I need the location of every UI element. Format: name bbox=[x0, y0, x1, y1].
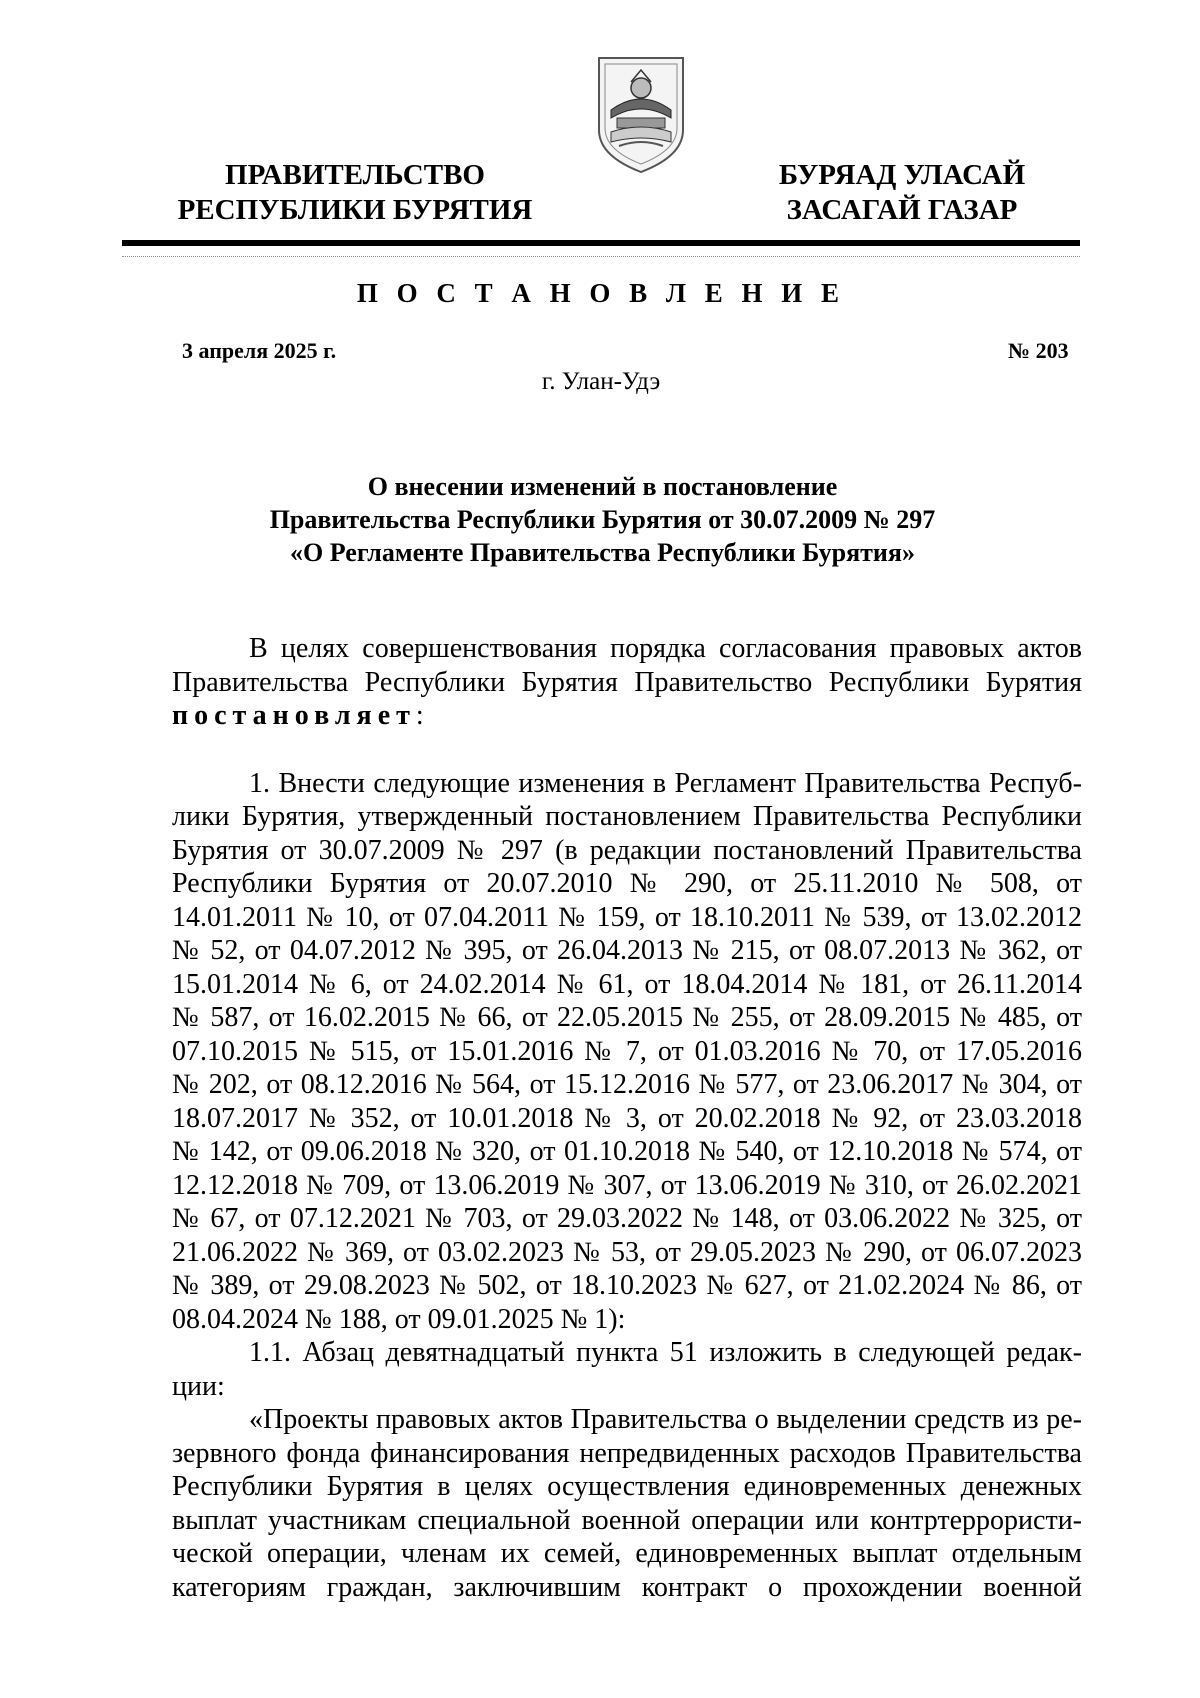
document-body bbox=[172, 632, 1082, 1604]
quote-line: ческой операции, членам их семей, единовременных выплат отдельным bbox=[172, 1538, 1082, 1569]
item1-line: № 52, от 04.07.2012 № 395, от 26.04.2013 № 215, от 08.07.2013 № 362, от bbox=[172, 935, 1082, 966]
quote-line: выплат участникам специальной военной операции или контртеррористи- bbox=[172, 1504, 1082, 1536]
government-name-russian bbox=[170, 158, 540, 228]
document-city: г. Улан-Удэ bbox=[541, 368, 661, 395]
quote-line: «Проекты правовых актов Правительства о выделении средств из ре- bbox=[249, 1404, 1082, 1435]
item1-line: 14.01.2011 № 10, от 07.04.2011 № 159, от 18.10.2011 № 539, от 13.02.2012 bbox=[172, 901, 1082, 933]
org-right-line-1: БУРЯАД УЛАСАЙ bbox=[778, 159, 1026, 191]
header-rule-thick bbox=[122, 240, 1080, 246]
quote-line: категориям граждан, заключившим контракт о прохождении военной bbox=[172, 1571, 1082, 1603]
org-left-line-2: РЕСПУБЛИКИ БУРЯТИЯ bbox=[177, 194, 533, 226]
title-line-1: О внесении изменений в постановление bbox=[367, 472, 838, 501]
item1-line: Республики Бурятия от 20.07.2010 № 290, от 25.11.2010 № 508, от bbox=[172, 868, 1082, 899]
item1-line: № 202, от 08.12.2016 № 564, от 15.12.2016 № 577, от 23.06.2017 № 304, от bbox=[172, 1069, 1082, 1100]
preamble-line: В целях совершенствования порядка согласования правовых актов bbox=[249, 633, 1082, 664]
item1-line: 21.06.2022 № 369, от 03.02.2023 № 53, от 29.05.2023 № 290, от 06.07.2023 bbox=[172, 1236, 1082, 1268]
item1-line: № 389, от 29.08.2023 № 502, от 18.10.2023 № 627, от 21.02.2024 № 86, от bbox=[172, 1270, 1082, 1301]
quote-line: зервного фонда финансирования непредвиденных расходов Правительства bbox=[172, 1437, 1082, 1469]
item1-line: 15.01.2014 № 6, от 24.02.2014 № 61, от 18.04.2014 № 181, от 26.11.2014 bbox=[172, 968, 1082, 1000]
title-line-3: «О Регламенте Правительства Республики Бурятия» bbox=[290, 538, 915, 567]
coat-of-arms-icon bbox=[593, 52, 689, 176]
quote-line: Республики Бурятия в целях осуществления единовременных денежных bbox=[172, 1471, 1082, 1502]
item1-line: 1. Внести следующие изменения в Регламент Правительства Респуб- bbox=[249, 767, 1082, 799]
item1-line: 18.07.2017 № 352, от 10.01.2018 № 3, от 20.02.2018 № 92, от 23.03.2018 bbox=[172, 1102, 1082, 1134]
decree-word: постановляет bbox=[172, 700, 416, 731]
document-type: П О С Т А Н О В Л Е Н И Е bbox=[356, 278, 846, 308]
item1-line: Бурятия от 30.07.2009 № 297 (в редакции постановлений Правительства bbox=[172, 834, 1082, 866]
item1-line: 12.12.2018 № 709, от 13.06.2019 № 307, от 13.06.2019 № 310, от 26.02.2021 bbox=[172, 1169, 1082, 1201]
header-rule-thin bbox=[122, 256, 1080, 257]
government-name-buryat bbox=[752, 158, 1052, 228]
decree-line bbox=[172, 699, 1082, 733]
item1-1-line: ции: bbox=[172, 1370, 225, 1402]
item1-1-line: 1.1. Абзац девятнадцатый пункта 51 изложить в следующей редак- bbox=[249, 1337, 1082, 1368]
org-right-line-2: ЗАСАГАЙ ГАЗАР bbox=[786, 194, 1018, 226]
org-left-line-1: ПРАВИТЕЛЬСТВО bbox=[225, 159, 485, 191]
item1-line: лики Бурятия, утвержденный постановлением Правительства Республики bbox=[172, 801, 1082, 832]
item1-line: 08.04.2024 № 188, от 09.01.2025 № 1): bbox=[172, 1303, 626, 1335]
decree-colon: : bbox=[415, 700, 424, 731]
item1-line: № 142, от 09.06.2018 № 320, от 01.10.2018 № 540, от 12.10.2018 № 574, от bbox=[172, 1136, 1082, 1167]
item1-line: 07.10.2015 № 515, от 15.01.2016 № 7, от 01.03.2016 № 70, от 17.05.2016 bbox=[172, 1035, 1082, 1067]
document-number: № 203 bbox=[1008, 338, 1069, 363]
item1-line: № 587, от 16.02.2015 № 66, от 22.05.2015 № 255, от 28.09.2015 № 485, от bbox=[172, 1002, 1082, 1033]
title-line-2: Правительства Республики Бурятия от 30.07.2009 № 297 bbox=[269, 505, 936, 534]
item1-line: № 67, от 07.12.2021 № 703, от 29.03.2022 № 148, от 03.06.2022 № 325, от bbox=[172, 1203, 1082, 1234]
document-date: 3 апреля 2025 г. bbox=[182, 338, 337, 363]
paragraph-gap bbox=[172, 733, 1082, 767]
preamble-line: Правительства Республики Бурятия Правительство Республики Бурятия bbox=[172, 666, 1082, 698]
document-title bbox=[170, 470, 1035, 569]
